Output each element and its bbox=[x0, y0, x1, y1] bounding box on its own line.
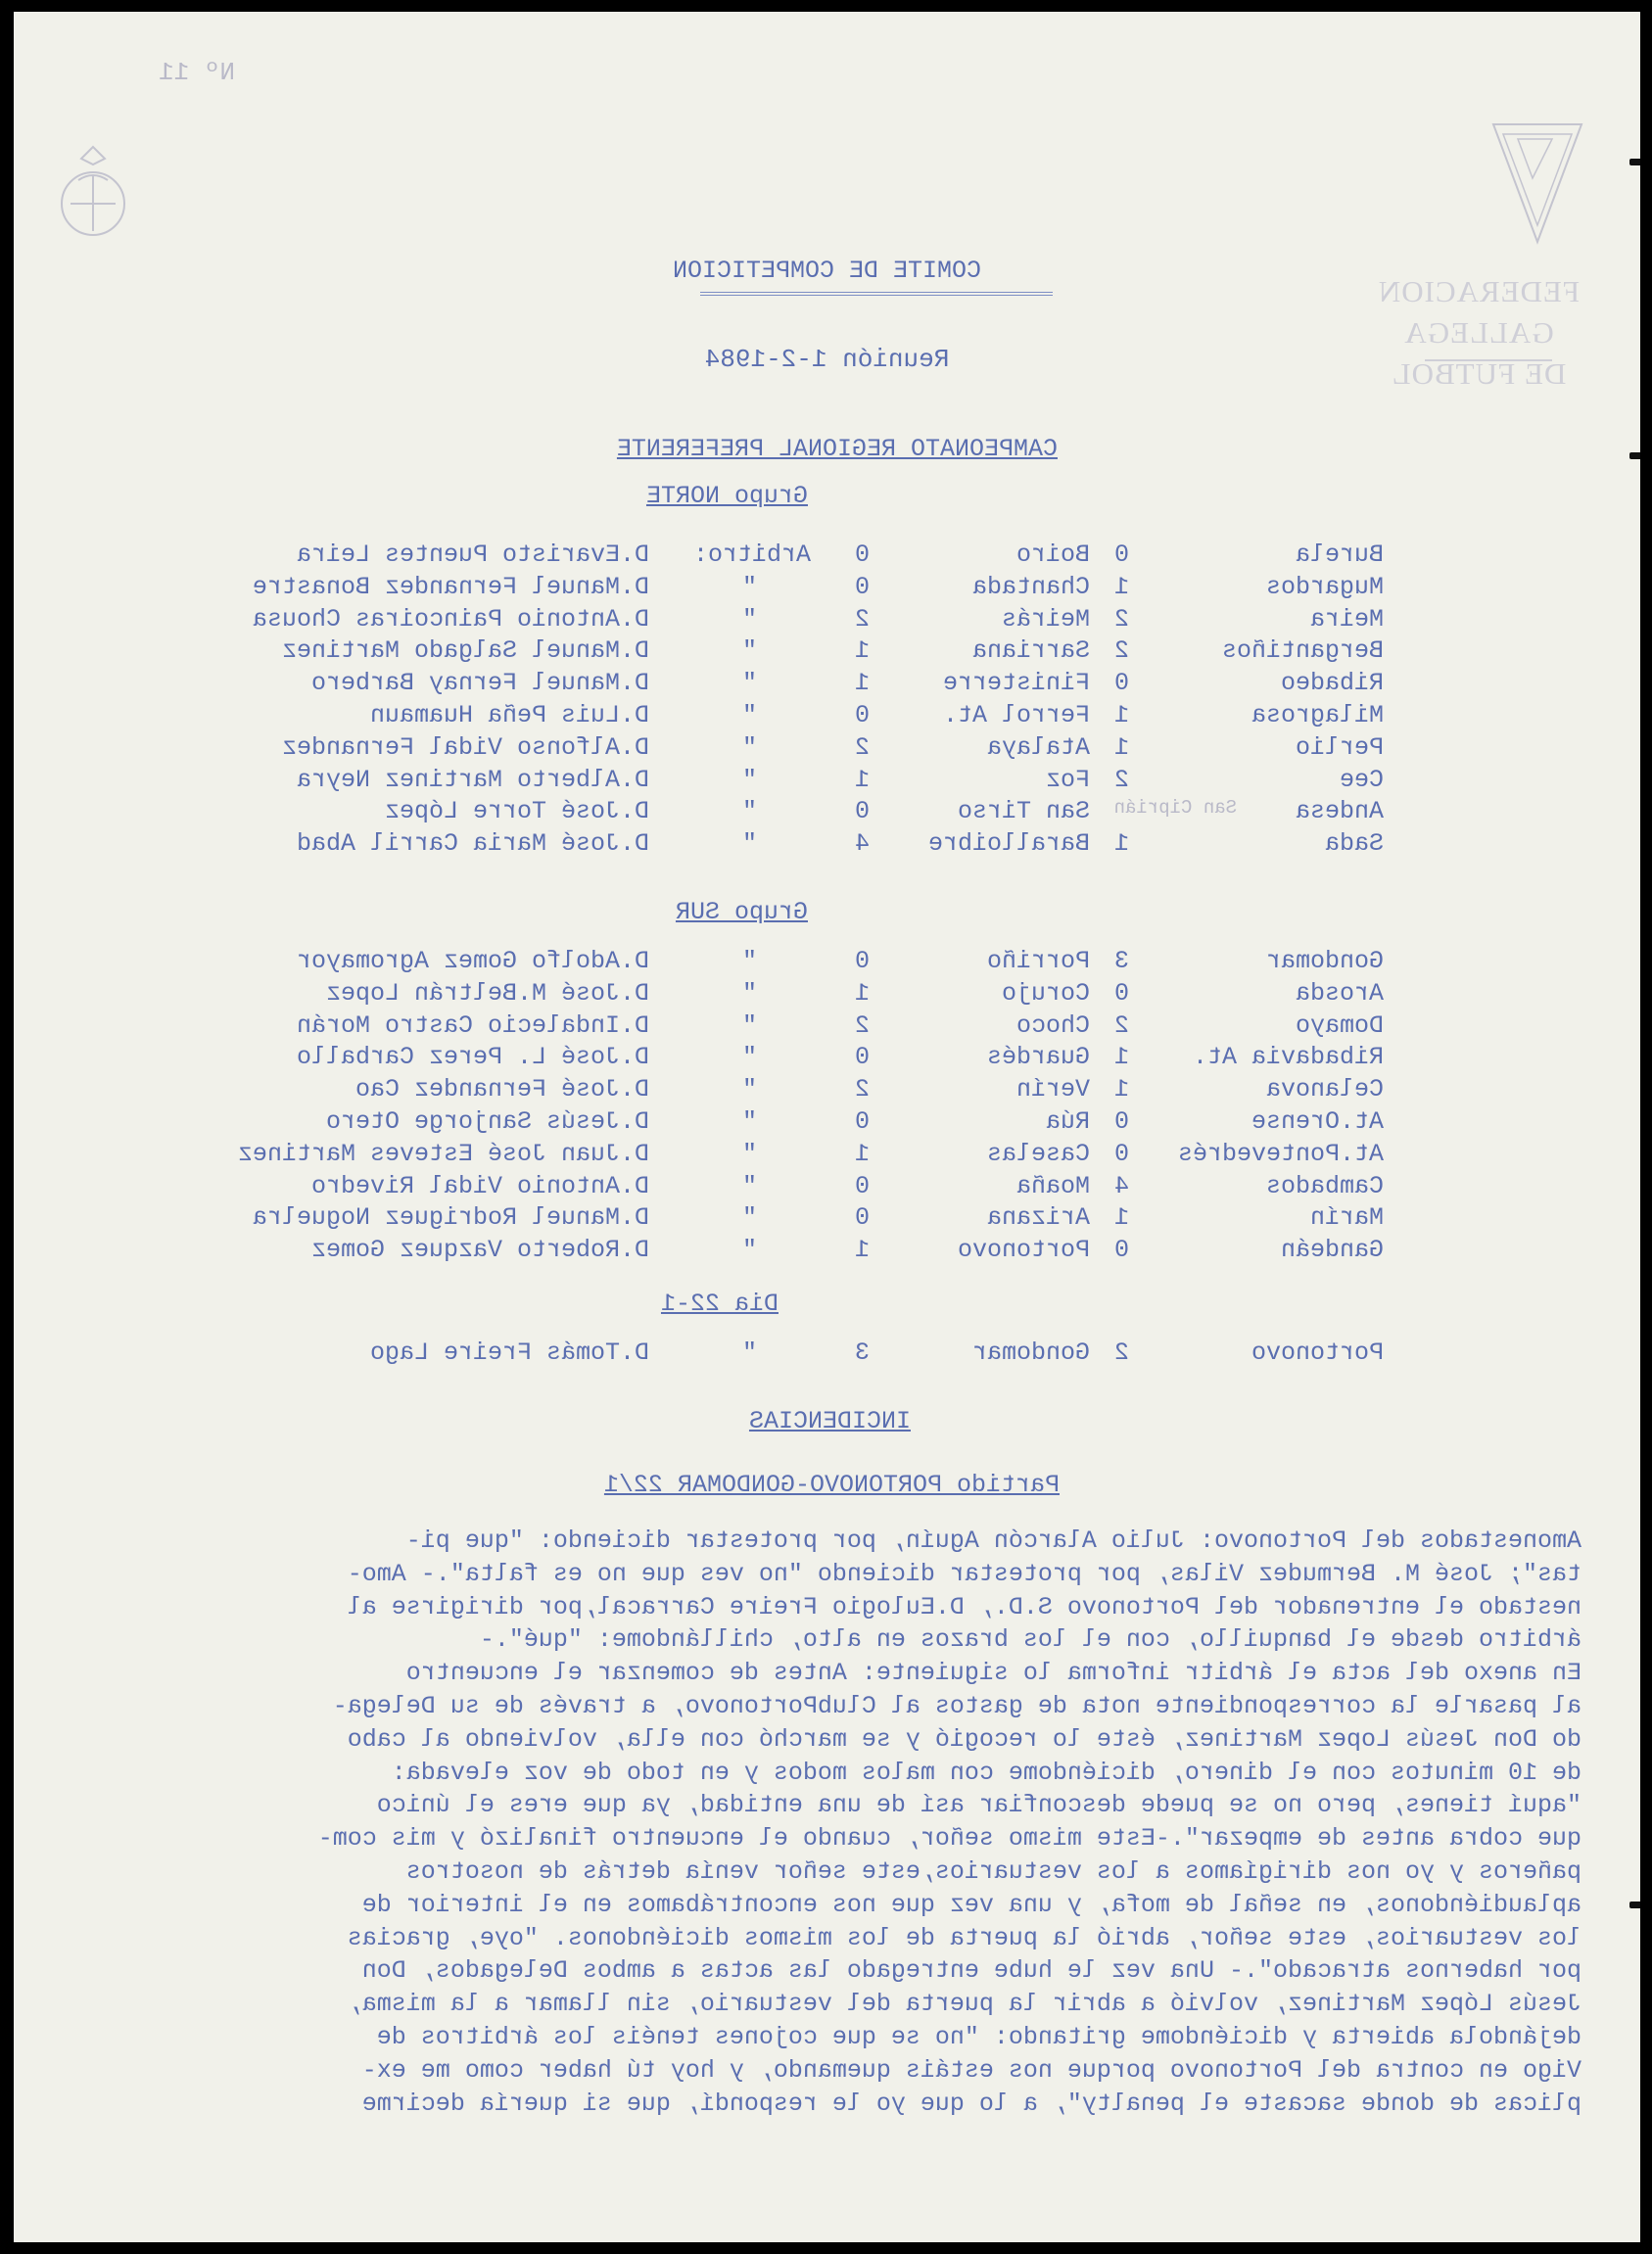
incident-report bbox=[230, 1525, 1581, 2120]
page-number: Nº 11 bbox=[158, 58, 235, 87]
away-goals: 0 bbox=[854, 797, 870, 826]
result-row bbox=[209, 1172, 1384, 1203]
home-goals: 1 bbox=[1113, 829, 1129, 859]
away-team: Ferrol At. bbox=[942, 701, 1090, 729]
home-goals: 1 bbox=[1113, 572, 1129, 601]
group-norte-heading: Grupo NORTE bbox=[645, 482, 808, 510]
result-row bbox=[209, 797, 1384, 828]
away-team: Arizana bbox=[986, 1203, 1090, 1233]
report-line: pañeros y yo nos dirigíamos a los vestuarios,este señor venía detrás de nosotros bbox=[405, 1856, 1581, 1886]
home-team: Andesa bbox=[1295, 797, 1384, 826]
referee-name: D.Luis Peña Huamaun bbox=[369, 701, 649, 729]
ditto-mark: " bbox=[741, 1139, 757, 1168]
home-goals: 1 bbox=[1113, 1203, 1129, 1233]
ditto-mark: " bbox=[741, 1338, 757, 1367]
result-row bbox=[209, 947, 1384, 978]
ditto-mark: " bbox=[741, 1010, 757, 1040]
away-team: Chantada bbox=[971, 572, 1090, 601]
away-team: Baralloibre bbox=[927, 829, 1090, 859]
report-line: Vigo en contra del Portonovo porque nos estáis quemando, y hoy tú haber como me ex- bbox=[361, 2055, 1581, 2085]
result-row bbox=[209, 1203, 1384, 1235]
referee-name: D.Roberto Vazquez Gomez bbox=[310, 1236, 649, 1265]
referee-name: D.Evaristo Puentes Leira bbox=[296, 540, 649, 569]
incident-match-heading: Partido PORTONOVO-GONDOMAR 22/1 bbox=[603, 1471, 1060, 1499]
binder-tab bbox=[1629, 452, 1640, 459]
home-goals: 0 bbox=[1113, 978, 1129, 1008]
meeting-date: Reunión 1-2-1984 bbox=[704, 345, 950, 374]
referee-name: D.Juan José Esteves Martinez bbox=[237, 1139, 649, 1168]
home-team: Gandeán bbox=[1280, 1236, 1384, 1265]
away-goals: 1 bbox=[854, 636, 870, 666]
away-goals: 1 bbox=[854, 1139, 870, 1168]
home-goals: 0 bbox=[1113, 1107, 1129, 1136]
referee-label: Arbitro: bbox=[692, 540, 811, 569]
away-goals: 2 bbox=[854, 1075, 870, 1104]
result-row bbox=[209, 1043, 1384, 1074]
report-line: tas"; José M. Bermudez Vilas, por protestar diciendo "no ves que no es falta".- Amo- bbox=[347, 1559, 1581, 1588]
group-sur-heading: Grupo SUR bbox=[675, 898, 808, 926]
home-goals: 2 bbox=[1113, 1010, 1129, 1040]
away-goals: 4 bbox=[854, 829, 870, 859]
incidents-heading: INCIDENCIAS bbox=[748, 1407, 911, 1435]
away-team: San Tirso bbox=[957, 797, 1090, 826]
home-team: Milagrosa bbox=[1251, 701, 1384, 729]
ditto-mark: " bbox=[741, 1203, 757, 1233]
ditto-mark: " bbox=[741, 1043, 757, 1072]
away-team: Gondomar bbox=[971, 1338, 1090, 1367]
report-line: Amonestados del Portonovo: Julio Alarcón Aguín, por protestar diciendo: "que pi- bbox=[405, 1526, 1581, 1555]
home-goals: 1 bbox=[1113, 1075, 1129, 1104]
binder-tab bbox=[1629, 159, 1640, 165]
federation-logo-icon bbox=[1488, 119, 1586, 255]
ditto-mark: " bbox=[741, 669, 757, 698]
extra-date-heading: Dia 22-1 bbox=[660, 1290, 779, 1318]
home-team: Ribadavia At. bbox=[1192, 1043, 1384, 1072]
home-goals: 2 bbox=[1113, 1338, 1129, 1367]
away-goals: 1 bbox=[854, 765, 870, 794]
home-goals: 2 bbox=[1113, 765, 1129, 794]
ditto-mark: " bbox=[741, 732, 757, 762]
binder-tab bbox=[1629, 1902, 1640, 1908]
home-team: At.Pontevedrés bbox=[1177, 1139, 1384, 1168]
home-team: Bergantiños bbox=[1221, 636, 1384, 666]
home-team: Gondomar bbox=[1265, 947, 1384, 975]
home-goals: 1 bbox=[1113, 1043, 1129, 1072]
result-row bbox=[209, 1338, 1384, 1370]
result-row bbox=[209, 636, 1384, 668]
referee-name: D.Manuel Fernay Barbero bbox=[310, 669, 649, 698]
referee-name: D.Manuel Rodriguez Noguelra bbox=[252, 1203, 649, 1233]
home-goals: 0 bbox=[1113, 1236, 1129, 1265]
referee-name: D.Manuel Salgado Martinez bbox=[281, 636, 649, 666]
letterhead-line-2: DE FUTBOL bbox=[1391, 356, 1567, 391]
away-team: Sarriana bbox=[971, 636, 1090, 666]
ditto-mark: " bbox=[741, 829, 757, 859]
away-team: Meirás bbox=[1001, 604, 1090, 634]
ditto-mark: " bbox=[741, 572, 757, 601]
home-goals: 2 bbox=[1113, 604, 1129, 634]
ditto-mark: " bbox=[741, 947, 757, 975]
home-team: Marín bbox=[1309, 1203, 1384, 1233]
mirrored-bleedthrough-content bbox=[14, 12, 1640, 2242]
away-team: Rúa bbox=[1045, 1107, 1090, 1136]
away-team: Moaña bbox=[1015, 1171, 1090, 1200]
report-line: En anexo del acta el árbitr informa lo siguiente: Antes de comenzar el encuentro bbox=[405, 1659, 1581, 1688]
report-line: dejándola abierta y diciéndome gritando: "no se que cojones tenéis los árbitros de bbox=[376, 2022, 1581, 2051]
away-goals: 2 bbox=[854, 604, 870, 634]
report-line: "aquí tienes, pero no se puede desconfiar así de una entidad, ya que eres el único bbox=[376, 1791, 1581, 1820]
away-team: Finisterre bbox=[942, 669, 1090, 698]
result-row bbox=[209, 701, 1384, 732]
ditto-mark: " bbox=[741, 1236, 757, 1265]
home-team: Domayo bbox=[1295, 1010, 1384, 1040]
championship-heading: CAMPEONATO REGIONAL PREFERENTE bbox=[616, 435, 1058, 463]
ditto-mark: " bbox=[741, 765, 757, 794]
report-line: los vestuarios, este señor, abrió la puerta de los mismos diciéndonos. "oye, gracias bbox=[347, 1923, 1581, 1952]
home-goals: 0 bbox=[1113, 1139, 1129, 1168]
result-row bbox=[209, 1140, 1384, 1171]
away-goals: 0 bbox=[854, 572, 870, 601]
referee-name: D.José Fernandez Cao bbox=[354, 1075, 649, 1104]
away-goals: 0 bbox=[854, 947, 870, 975]
away-team: Portonovo bbox=[957, 1236, 1090, 1265]
result-row bbox=[209, 766, 1384, 797]
result-row bbox=[209, 1075, 1384, 1106]
home-goals: 1 bbox=[1113, 732, 1129, 762]
referee-name: D.Tomás Freire Lago bbox=[369, 1338, 649, 1367]
away-goals: 1 bbox=[854, 669, 870, 698]
home-team: Ribadeo bbox=[1280, 669, 1384, 698]
home-team: Sada bbox=[1324, 829, 1384, 859]
away-team: Porriño bbox=[986, 947, 1090, 975]
home-goals: 0 bbox=[1113, 669, 1129, 698]
ditto-mark: " bbox=[741, 701, 757, 729]
away-team: Corujo bbox=[1001, 978, 1090, 1008]
result-row bbox=[209, 1236, 1384, 1267]
result-row bbox=[209, 573, 1384, 604]
result-row bbox=[209, 605, 1384, 636]
document-sheet bbox=[14, 12, 1640, 2242]
away-team: Verín bbox=[1015, 1075, 1090, 1104]
result-row bbox=[209, 979, 1384, 1010]
ditto-mark: " bbox=[741, 636, 757, 666]
away-team: Choco bbox=[1015, 1010, 1090, 1040]
referee-name: D.Antonio Vidal Rivedro bbox=[310, 1171, 649, 1200]
home-team: At.Orense bbox=[1251, 1107, 1384, 1136]
home-goals: 2 bbox=[1113, 636, 1129, 666]
report-line: nestado el entrenador del Portonovo S.D., D.Eulogio Freire Carracal,por dirigirse al bbox=[347, 1592, 1581, 1621]
federation-letterhead bbox=[1317, 271, 1640, 395]
report-line: plicas de donde sacaste el penalty", a lo que yo le respondí, que si quería decirme bbox=[361, 2089, 1581, 2118]
away-goals: 0 bbox=[854, 1043, 870, 1072]
referee-name: D.José Torre López bbox=[384, 797, 649, 826]
ditto-mark: " bbox=[741, 978, 757, 1008]
home-team: Burela bbox=[1295, 540, 1384, 569]
document-title: COMITE DE COMPETICION bbox=[672, 257, 982, 285]
home-team: Cambados bbox=[1265, 1171, 1384, 1200]
title-double-underline bbox=[700, 292, 1053, 296]
referee-name: D.Indalecio Castro Morán bbox=[296, 1010, 649, 1040]
referee-name: D.José M.Beltrán Lopez bbox=[325, 978, 649, 1008]
letterhead-line-1: FEDERACION GALLEGA bbox=[1377, 274, 1581, 350]
home-team: Celanova bbox=[1265, 1075, 1384, 1104]
away-goals: 0 bbox=[854, 540, 870, 569]
away-goals: 1 bbox=[854, 1236, 870, 1265]
referee-name: D.José L. Perez Carballo bbox=[296, 1043, 649, 1072]
away-goals: 0 bbox=[854, 1107, 870, 1136]
referee-name: D.Alberto Martinez Neyra bbox=[296, 765, 649, 794]
report-line: al pasarle la correspondiente nota de gastos al ClubPortonovo, a través de su Delega- bbox=[332, 1691, 1581, 1720]
result-row bbox=[209, 733, 1384, 765]
away-team: Boiro bbox=[1015, 540, 1090, 569]
result-row bbox=[209, 829, 1384, 861]
referee-name: D.Adolfo Gomez Agromayor bbox=[296, 947, 649, 975]
report-line: Jesús López Martinez, volvió a abrir la puerta del vestuario, sin llamar a la misma, bbox=[347, 1990, 1581, 2019]
home-goals: 1 bbox=[1113, 701, 1129, 729]
ditto-mark: " bbox=[741, 604, 757, 634]
report-line: por habernos atracado".- Una vez le hube entregado las actas a ambos Delegados, Don bbox=[361, 1956, 1581, 1986]
report-line: que cobra antes de empezar".-Este mismo señor, cuando el encuentro finalizó y mis com- bbox=[317, 1824, 1581, 1854]
referee-name: D.Manuel Fernandez Bonastre bbox=[252, 572, 649, 601]
referee-name: D.Antonio Paincoiras Chousa bbox=[252, 604, 649, 634]
home-team: Portonovo bbox=[1251, 1338, 1384, 1367]
result-row bbox=[209, 1011, 1384, 1043]
home-note: San Ciprián bbox=[1113, 797, 1237, 820]
away-team: Caselas bbox=[986, 1139, 1090, 1168]
away-goals: 0 bbox=[854, 1203, 870, 1233]
home-team: Arosda bbox=[1295, 978, 1384, 1008]
away-team: Guardés bbox=[986, 1043, 1090, 1072]
royal-crest-icon bbox=[49, 141, 137, 257]
home-team: Cee bbox=[1339, 765, 1384, 794]
result-row bbox=[209, 1107, 1384, 1139]
home-team: Mugardos bbox=[1265, 572, 1384, 601]
referee-name: D.Jesús Sanjorge Otero bbox=[325, 1107, 649, 1136]
home-goals: 0 bbox=[1113, 540, 1129, 569]
away-goals: 0 bbox=[854, 1171, 870, 1200]
home-goals: 3 bbox=[1113, 947, 1129, 975]
home-team: Perlio bbox=[1295, 732, 1384, 762]
away-team: Foz bbox=[1045, 765, 1090, 794]
ditto-mark: " bbox=[741, 1075, 757, 1104]
away-goals: 0 bbox=[854, 701, 870, 729]
report-line: do Don Jesús Lopez Martinez, éste lo recogió y se marchó con ella, volviendo al cabo bbox=[347, 1724, 1581, 1754]
report-line: árbitro desde el banquillo, con el los brazos en alto, chillándome: "qué".- bbox=[479, 1625, 1581, 1655]
ditto-mark: " bbox=[741, 1107, 757, 1136]
away-goals: 2 bbox=[854, 1010, 870, 1040]
away-goals: 2 bbox=[854, 732, 870, 762]
report-line: de 10 minutos con el dinero, diciéndome con malos modos y en todo de voz elevada: bbox=[391, 1758, 1581, 1787]
home-team: Meira bbox=[1309, 604, 1384, 634]
away-goals: 1 bbox=[854, 978, 870, 1008]
referee-name: D.José Maria Carril Abad bbox=[296, 829, 649, 859]
home-goals: 4 bbox=[1113, 1171, 1129, 1200]
report-line: aplaudiéndonos, en señal de mofa, y una vez que nos encontrábamos en el interior de bbox=[361, 1890, 1581, 1919]
referee-name: D.Alfonso Vidal Fernandez bbox=[281, 732, 649, 762]
ditto-mark: " bbox=[741, 797, 757, 826]
result-row bbox=[209, 669, 1384, 700]
result-row bbox=[209, 540, 1384, 572]
away-team: Atalaya bbox=[986, 732, 1090, 762]
ditto-mark: " bbox=[741, 1171, 757, 1200]
away-goals: 3 bbox=[854, 1338, 870, 1367]
